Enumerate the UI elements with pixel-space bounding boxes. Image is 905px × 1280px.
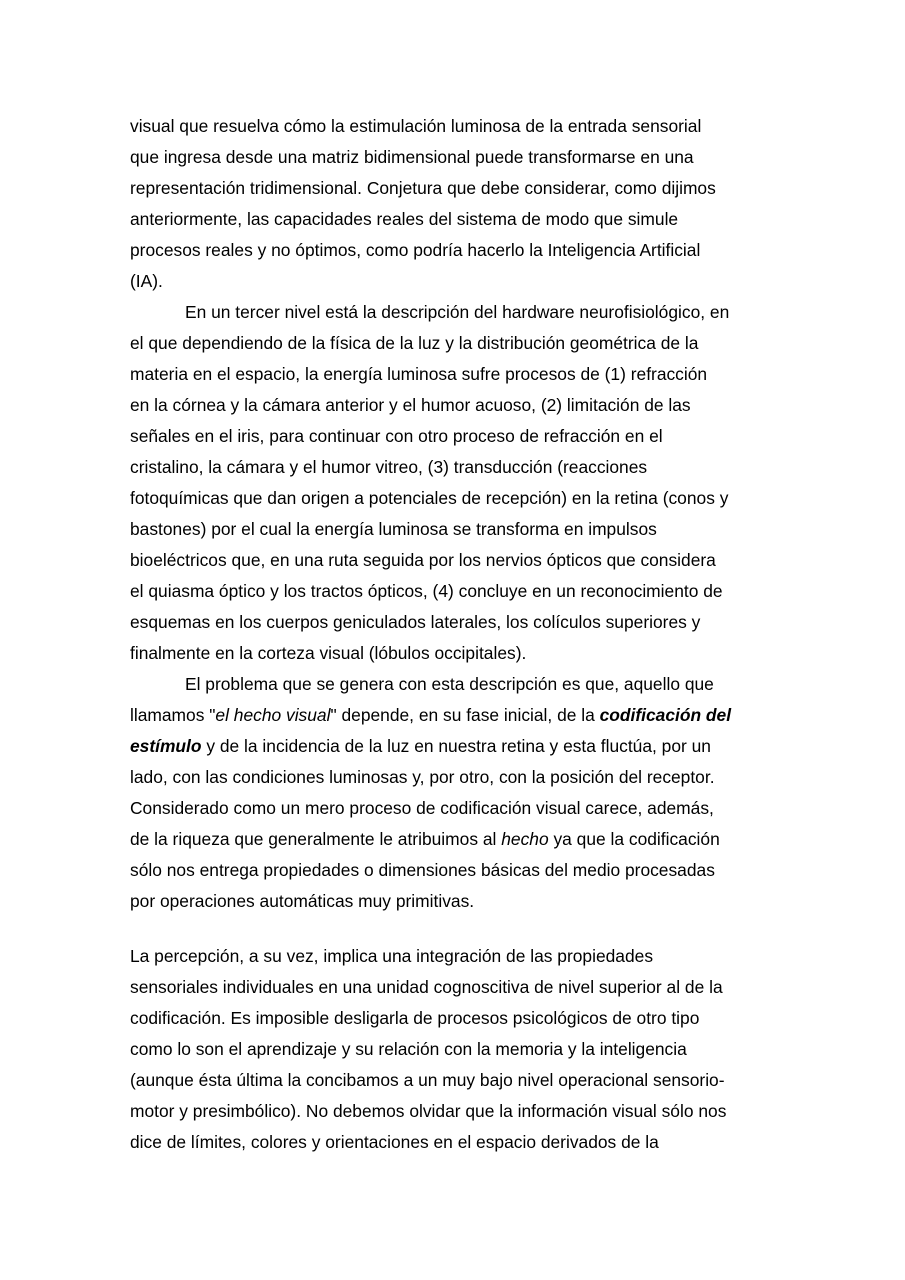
text-line: (IA).	[130, 271, 163, 291]
paragraph-1	[130, 111, 770, 297]
text-line: fotoquímicas que dan origen a potenciales de recepción) en la retina (conos y	[130, 488, 729, 508]
text-line: sensoriales individuales en una unidad cognoscitiva de nivel superior al de la	[130, 977, 723, 997]
text-line	[130, 700, 770, 731]
text-line: dice de límites, colores y orientaciones en el espacio derivados de la	[130, 1132, 659, 1152]
bold-italic-phrase: estímulo	[130, 736, 202, 756]
text-line: esquemas en los cuerpos geniculados laterales, los colículos superiores y	[130, 612, 701, 632]
italic-word: hecho	[501, 829, 549, 849]
text-line: El problema que se genera con esta descripción es que, aquello que	[185, 674, 714, 694]
text-line: como lo son el aprendizaje y su relación con la memoria y la inteligencia	[130, 1039, 687, 1059]
text-line: señales en el iris, para continuar con otro proceso de refracción en el	[130, 426, 663, 446]
text-line: Considerado como un mero proceso de codificación visual carece, además,	[130, 798, 714, 818]
text-line: materia en el espacio, la energía luminosa sufre procesos de (1) refracción	[130, 364, 708, 384]
text-line	[130, 731, 770, 762]
text-line: que ingresa desde una matriz bidimensional puede transformarse en una	[130, 147, 694, 167]
text-run: ya que la codificación	[548, 829, 720, 849]
paragraph-2	[130, 297, 770, 669]
text-line: codificación. Es imposible desligarla de procesos psicológicos de otro tipo	[130, 1008, 700, 1028]
text-line: bastones) por el cual la energía luminosa se transforma en impulsos	[130, 519, 657, 539]
text-line: La percepción, a su vez, implica una integración de las propiedades	[130, 946, 654, 966]
text-line: el quiasma óptico y los tractos ópticos, (4) concluye en un reconocimiento de	[130, 581, 723, 601]
text-line: el que dependiendo de la física de la luz y la distribución geométrica de la	[130, 333, 699, 353]
paragraph-3	[130, 669, 770, 917]
text-line: visual que resuelva cómo la estimulación luminosa de la entrada sensorial	[130, 116, 702, 136]
text-run: de la riqueza que generalmente le atribuimos al	[130, 829, 502, 849]
text-run: llamamos "	[130, 705, 216, 725]
text-line: En un tercer nivel está la descripción del hardware neurofisiológico, en	[185, 302, 730, 322]
text-line: por operaciones automáticas muy primitivas.	[130, 891, 475, 911]
text-line: finalmente en la corteza visual (lóbulos occipitales).	[130, 643, 527, 663]
paragraph-4	[130, 941, 770, 1158]
text-line: procesos reales y no óptimos, como podría hacerlo la Inteligencia Artificial	[130, 240, 701, 260]
text-run: y de la incidencia de la luz en nuestra retina y esta fluctúa, por un	[201, 736, 711, 756]
document-body-top	[130, 111, 770, 917]
text-run: " depende, en su fase inicial, de la	[330, 705, 600, 725]
text-line: motor y presimbólico). No debemos olvidar que la información visual sólo nos	[130, 1101, 727, 1121]
text-line: bioeléctricos que, en una ruta seguida por los nervios ópticos que considera	[130, 550, 716, 570]
italic-phrase: el hecho visual	[215, 705, 331, 725]
text-line: (aunque ésta última la concibamos a un muy bajo nivel operacional sensorio-	[130, 1070, 725, 1090]
text-line: anteriormente, las capacidades reales del sistema de modo que simule	[130, 209, 679, 229]
text-line: representación tridimensional. Conjetura que debe considerar, como dijimos	[130, 178, 716, 198]
bold-italic-phrase: codificación del	[599, 705, 732, 725]
text-line: cristalino, la cámara y el humor vitreo, (3) transducción (reacciones	[130, 457, 648, 477]
text-line	[130, 824, 770, 855]
text-line: en la córnea y la cámara anterior y el humor acuoso, (2) limitación de las	[130, 395, 691, 415]
text-line: sólo nos entrega propiedades o dimensiones básicas del medio procesadas	[130, 860, 715, 880]
text-line: lado, con las condiciones luminosas y, por otro, con la posición del receptor.	[130, 767, 715, 787]
